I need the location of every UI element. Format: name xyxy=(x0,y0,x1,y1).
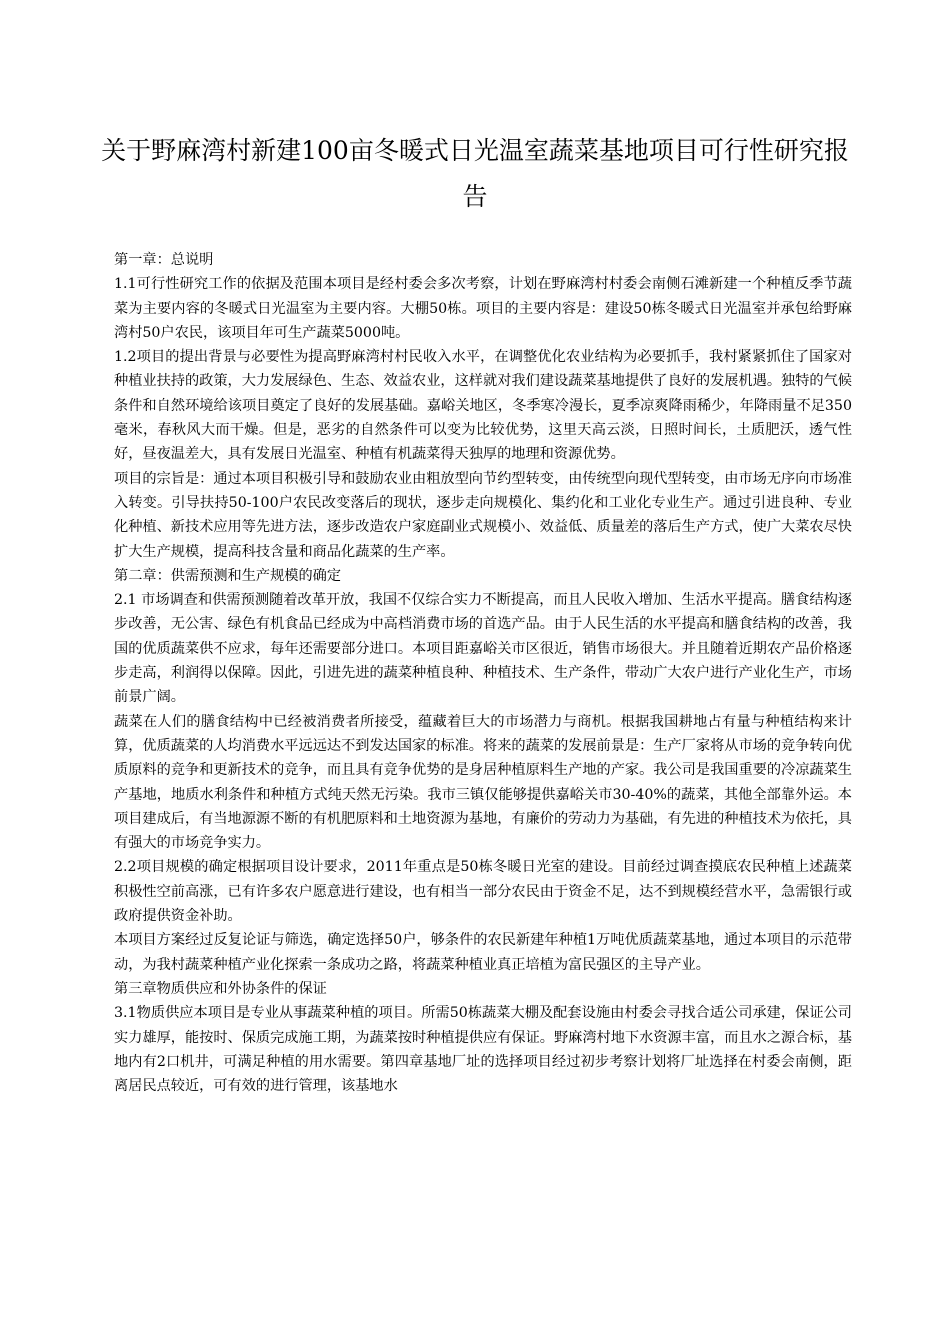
plan-selection-paragraph: 本项目方案经过反复论证与筛选，确定选择50户，够条件的农民新建年种植1万吨优质蔬菜基地，通过本项目的示范带动，为我村蔬菜种植产业化探索一条成功之路，将蔬菜种植业真正培植为富民强区的主导产业。 xyxy=(114,932,852,973)
project-purpose-paragraph: 项目的宗旨是：通过本项目积极引导和鼓励农业由粗放型向节约型转变，由传统型向现代型转变，由市场无序向市场准入转变。引导扶持50-100户农民改变落后的现状，逐步走向规模化、集约化和工业化专业生产。通过引进良种、专业化种植、新技术应用等先进方法，逐步改造农户家庭副业式规模小、效益低、质量差的落后生产方式，使广大菜农尽快扩大生产规模，提高科技含量和商品化蔬菜的生产率。 xyxy=(114,470,852,560)
section-1-2-paragraph: 1.2项目的提出背景与必要性为提高野麻湾村村民收入水平，在调整优化农业结构为必要抓手，我村紧紧抓住了国家对种植业扶持的政策，大力发展绿色、生态、效益农业，这样就对我们建设蔬菜基地提供了良好的发展机遇。独特的气候条件和自然环境给该项目奠定了良好的发展基础。嘉峪关地区，冬季寒冷漫长，夏季凉爽降雨稀少，年降雨量不足350毫米，春秋风大而干燥。但是，恶劣的自然条件可以变为比较优势，这里天高云淡，日照时间长，土质肥沃，透气性好，昼夜温差大，具有发展日光温室、种植有机蔬菜得天独厚的地理和资源优势。 xyxy=(114,349,852,463)
chapter-3-heading: 第三章物质供应和外协条件的保证 xyxy=(114,980,327,997)
document-title: 关于野麻湾村新建100亩冬暖式日光温室蔬菜基地项目可行性研究报告 xyxy=(101,136,849,211)
chapter-2-heading: 第二章：供需预测和生产规模的确定 xyxy=(114,567,342,584)
market-potential-paragraph: 蔬菜在人们的膳食结构中已经被消费者所接受，蕴藏着巨大的市场潜力与商机。根据我国耕地占有量与种植结构来计算，优质蔬菜的人均消费水平远远达不到发达国家的标准。将来的蔬菜的发展前景是：生产厂家将从市场的竞争转向优质原料的竞争和更新技术的竞争，而且具有竞争优势的是身居种植原料生产地的产家。我公司是我国重要的冷凉蔬菜生产基地，地质水利条件和种植方式纯天然无污染。我市三镇仅能够提供嘉峪关市30-40%的蔬菜，其他全部靠外运。本项目建成后，有当地源源不断的有机肥原料和土地资源为基地，有廉价的劳动力为基础，有先进的种植技术为依托，具有强大的市场竞争实力。 xyxy=(114,713,852,852)
section-2-2-paragraph: 2.2项目规模的确定根据项目设计要求，2011年重点是50栋冬暖日光室的建设。目前经过调查摸底农民种植上述蔬菜积极性空前高涨，已有许多农户愿意进行建设，也有相当一部分农民由于资金不足，达不到规模经营水平，急需银行或政府提供资金补助。 xyxy=(114,859,852,925)
document-body xyxy=(114,248,852,1098)
section-1-1-paragraph: 1.1可行性研究工作的依据及范围本项目是经村委会多次考察，计划在野麻湾村村委会南侧石滩新建一个种植反季节蔬菜为主要内容的冬暖式日光温室为主要内容。大棚50栋。项目的主要内容是：建设50栋冬暖式日光温室并承包给野麻湾村50户农民，该项目年可生产蔬菜5000吨。 xyxy=(114,276,852,341)
chapter-1-heading: 第一章：总说明 xyxy=(114,252,214,268)
section-3-1-paragraph: 3.1物质供应本项目是专业从事蔬菜种植的项目。所需50栋蔬菜大棚及配套设施由村委会寻找合适公司承建，保证公司实力雄厚，能按时、保质完成施工期，为蔬菜按时种植提供应有保证。野麻湾村地下水资源丰富，而且水之源合标，基地内有2口机井，可满足种植的用水需要。第四章基地厂址的选择项目经过初步考察计划将厂址选择在村委会南侧，距离居民点较近，可有效的进行管理，该基地水 xyxy=(114,1005,852,1095)
section-2-1-paragraph: 2.1 市场调查和供需预测随着改革开放，我国不仅综合实力不断提高，而且人民收入增加、生活水平提高。膳食结构逐步改善，无公害、绿色有机食品已经成为中高档消费市场的首选产品。由于人民生活的水平提高和膳食结构的改善，我国的优质蔬菜供不应求，每年还需要部分进口。本项目距嘉峪关市区很近，销售市场很大。并且随着近期农产品价格逐步走高，利润得以保障。因此，引进先进的蔬菜种植良种、种植技术、生产条件，带动广大农户进行产业化生产，市场前景广阔。 xyxy=(114,592,852,706)
